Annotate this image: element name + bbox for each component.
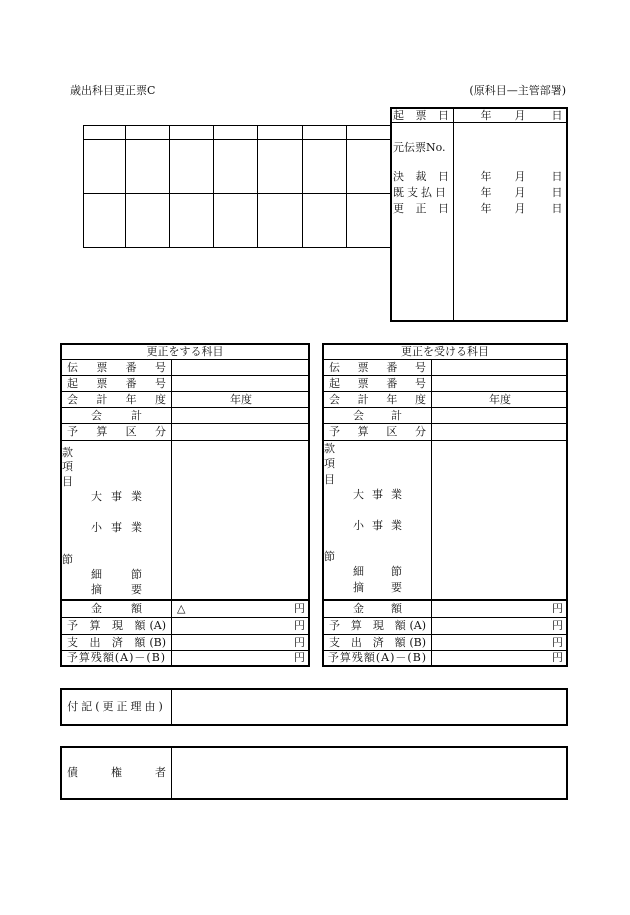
from-account-table: [60, 343, 310, 667]
correction-date-label: 更 正 日: [393, 202, 449, 215]
to-sub-setsu-label: 細 節: [353, 565, 402, 578]
stamp-cell: [170, 140, 214, 194]
to-summary-label: 摘 要: [353, 581, 402, 594]
stamp-cell: [258, 194, 303, 248]
form-subtitle: (原科目—主管部署): [469, 84, 566, 97]
creditor-box: [60, 746, 568, 800]
to-issue-number-row: [324, 376, 566, 392]
to-budget-division-value: [432, 424, 566, 440]
stamp-cell: [303, 140, 347, 194]
decision-date-row: [392, 170, 566, 183]
to-expended-unit: 円: [552, 636, 563, 649]
from-expended-unit: 円: [294, 636, 305, 649]
to-slip-number-value: [432, 360, 566, 375]
correction-date-month: 月: [514, 202, 526, 215]
stamp-cell: [214, 194, 258, 248]
stamp-cell: [214, 140, 258, 194]
stamp-header-cell: [303, 126, 347, 140]
from-issue-number-value: [172, 376, 308, 391]
from-account-row: [62, 408, 308, 424]
from-issue-number-row: [62, 376, 308, 392]
to-account-row: [324, 408, 566, 424]
from-budget-division-row: [62, 424, 308, 441]
to-account-label: 会 計: [324, 408, 432, 423]
decision-date-label: 決 裁 日: [393, 170, 449, 183]
to-account-table: [322, 343, 568, 667]
stamp-header-cell: [258, 126, 303, 140]
stamp-cell: [258, 140, 303, 194]
from-expended-row: [62, 635, 308, 651]
from-moku-label: 目: [62, 475, 73, 488]
stamp-header-cell: [347, 126, 391, 140]
from-remaining-label: 予算残額(A)－(B): [62, 651, 172, 665]
stamp-cell: [84, 194, 126, 248]
issue-date-row: [392, 109, 566, 122]
from-budget-division-label: 予 算 区 分: [62, 424, 172, 440]
from-account-label: 会 計: [62, 408, 172, 423]
to-setsu-label: 節: [324, 550, 335, 563]
form-title: 歳出科目更正票C: [70, 84, 156, 97]
from-summary-label: 摘 要: [91, 583, 142, 596]
from-amount-row: [62, 601, 308, 618]
to-account-value: [432, 408, 566, 423]
stamp-header-cell: [170, 126, 214, 140]
from-amount-unit: 円: [294, 602, 305, 615]
decision-date-day: 日: [551, 170, 563, 183]
from-amount-sign: △: [177, 602, 186, 615]
to-heading-row: [324, 345, 566, 360]
to-issue-number-label: 起 票 番 号: [324, 376, 432, 391]
approval-stamp-grid: [83, 125, 391, 248]
from-remaining-row: [62, 651, 308, 665]
stamp-cell: [347, 140, 391, 194]
to-classification-value: [432, 441, 566, 599]
to-expended-row: [324, 635, 566, 651]
paid-date-day: 日: [551, 186, 563, 199]
to-classification-row: [324, 441, 566, 601]
stamp-cell: [126, 140, 170, 194]
issue-date-month: 月: [514, 109, 526, 122]
paid-date-label: 既支払日: [393, 186, 449, 199]
correction-date-year: 年: [480, 202, 492, 215]
from-slip-number-label: 伝 票 番 号: [62, 360, 172, 375]
to-remaining-label: 予算残額(A)－(B): [324, 651, 432, 665]
stamp-header-cell: [126, 126, 170, 140]
stamp-cell: [170, 194, 214, 248]
issue-date-label: 起 票 日: [393, 109, 449, 122]
to-issue-number-value: [432, 376, 566, 391]
to-account-heading: 更正を受ける科目: [401, 345, 489, 358]
stamp-cell: [347, 194, 391, 248]
decision-date-month: 月: [514, 170, 526, 183]
from-fiscal-year-value: 年度: [230, 393, 252, 406]
to-expended-label: 支 出 済 額(B): [324, 635, 432, 650]
to-slip-number-label: 伝 票 番 号: [324, 360, 432, 375]
from-budget-division-value: [172, 424, 308, 440]
to-amount-label: 金 額: [324, 601, 432, 617]
from-amount-label: 金 額: [62, 601, 172, 617]
to-major-project-label: 大 事 業: [353, 488, 402, 501]
from-kou-label: 項: [62, 460, 73, 473]
from-slip-number-row: [62, 360, 308, 376]
paid-date-month: 月: [514, 186, 526, 199]
stamp-header-cell: [84, 126, 126, 140]
to-fiscal-year-label: 会 計 年 度: [324, 392, 432, 407]
from-remaining-unit: 円: [294, 651, 305, 664]
from-account-heading: 更正をする科目: [146, 345, 224, 358]
from-kan-label: 款: [62, 446, 73, 459]
from-sub-setsu-label: 細 節: [91, 568, 142, 581]
to-classification-labels: [324, 441, 432, 599]
from-issue-number-label: 起 票 番 号: [62, 376, 172, 391]
stamp-cell: [126, 194, 170, 248]
from-classification-value: [172, 441, 308, 599]
to-moku-label: 目: [324, 473, 335, 486]
stamp-cell: [303, 194, 347, 248]
to-budget-current-label: 予 算 現 額(A): [324, 618, 432, 634]
date-box: [390, 107, 568, 322]
to-budget-division-label: 予 算 区 分: [324, 424, 432, 440]
decision-date-year: 年: [480, 170, 492, 183]
from-major-project-label: 大 事 業: [91, 490, 142, 503]
paid-date-year: 年: [480, 186, 492, 199]
to-amount-row: [324, 601, 566, 618]
to-kou-label: 項: [324, 457, 335, 470]
from-expended-label: 支 出 済 額(B): [62, 635, 172, 650]
from-fiscal-year-label: 会 計 年 度: [62, 392, 172, 407]
from-heading-row: [62, 345, 308, 360]
from-amount-value: [172, 601, 308, 617]
remarks-label: 付記(更正理由): [62, 690, 172, 724]
to-remaining-row: [324, 651, 566, 665]
to-slip-number-row: [324, 360, 566, 376]
to-fiscal-year-value: 年度: [489, 393, 511, 406]
from-budget-current-row: [62, 618, 308, 635]
to-budget-division-row: [324, 424, 566, 441]
to-remaining-unit: 円: [552, 651, 563, 664]
to-kan-label: 款: [324, 442, 335, 455]
date-box-header-line: [392, 122, 566, 123]
from-account-value: [172, 408, 308, 423]
stamp-header-cell: [214, 126, 258, 140]
from-classification-row: [62, 441, 308, 601]
from-classification-labels: [62, 441, 172, 599]
issue-date-day: 日: [551, 109, 563, 122]
stamp-cell: [84, 140, 126, 194]
to-budget-current-unit: 円: [552, 619, 563, 632]
issue-date-year: 年: [480, 109, 492, 122]
creditor-value: [172, 748, 566, 798]
from-budget-current-label: 予 算 現 額(A): [62, 618, 172, 634]
remarks-box: [60, 688, 568, 726]
from-minor-project-label: 小 事 業: [91, 521, 142, 534]
to-amount-unit: 円: [552, 602, 563, 615]
paid-date-row: [392, 186, 566, 199]
original-slip-label: 元伝票No.: [393, 141, 446, 154]
from-slip-number-value: [172, 360, 308, 375]
from-budget-current-unit: 円: [294, 619, 305, 632]
to-fiscal-year-row: [324, 392, 566, 408]
to-budget-current-row: [324, 618, 566, 635]
correction-date-row: [392, 202, 566, 215]
remarks-value: [172, 690, 566, 724]
correction-date-day: 日: [551, 202, 563, 215]
from-setsu-label: 節: [62, 553, 73, 566]
to-minor-project-label: 小 事 業: [353, 519, 402, 532]
from-fiscal-year-row: [62, 392, 308, 408]
creditor-label: 債 権 者: [62, 748, 172, 798]
